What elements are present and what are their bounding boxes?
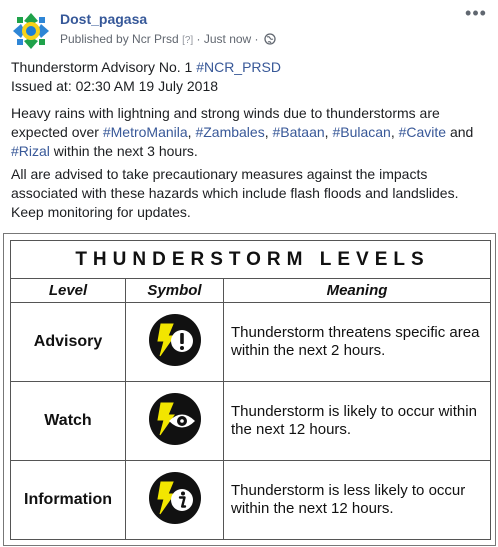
public-globe-icon — [264, 33, 276, 48]
post-line-1 — [11, 58, 489, 77]
header-symbol: Symbol — [126, 279, 224, 303]
p2-comma: , — [264, 124, 273, 140]
page-avatar[interactable] — [11, 11, 51, 51]
advisory-title: Thunderstorm Advisory No. 1 — [11, 59, 197, 75]
post-line-2: Issued at: 02:30 AM 19 July 2018 — [11, 78, 219, 94]
lightning-eye-icon — [147, 391, 203, 447]
hashtag-metromanila[interactable]: #MetroManila — [102, 124, 188, 140]
hashtag-ncr-prsd[interactable]: #NCR_PRSD — [196, 59, 281, 75]
level-meaning: Thunderstorm is likely to occur within the next 12 hours. — [224, 382, 491, 461]
help-marker[interactable]: [?] — [182, 35, 194, 46]
p2-text-end: within the next 3 hours. — [49, 143, 198, 159]
meta-separator: · — [193, 32, 204, 46]
symbol-cell — [126, 303, 224, 382]
hashtag-cavite[interactable]: #Cavite — [398, 124, 447, 140]
p2-and: and — [446, 124, 474, 140]
level-name: Watch — [11, 382, 126, 461]
level-row-information — [11, 461, 491, 540]
post-paragraph-3: All are advised to take precautionary measures against the impacts associated with these hazards which include flash floods and landslides. Keep monitoring for updates. — [11, 166, 459, 220]
published-by: Published by Ncr Prsd — [60, 32, 179, 46]
lightning-info-icon — [147, 470, 203, 526]
level-name: Advisory — [11, 303, 126, 382]
symbol-cell — [126, 382, 224, 461]
level-meaning: Thunderstorm threatens specific area within the next 2 hours. — [224, 303, 491, 382]
pagasa-logo-icon — [11, 11, 51, 51]
level-meaning: Thunderstorm is less likely to occur within the next 12 hours. — [224, 461, 491, 540]
hashtag-bulacan[interactable]: #Bulacan — [332, 124, 391, 140]
symbol-cell — [126, 461, 224, 540]
post-meta — [60, 32, 276, 48]
post-time[interactable]: Just now — [203, 32, 252, 46]
more-options-button[interactable]: ••• — [465, 3, 487, 23]
thunderstorm-levels-image[interactable] — [3, 233, 496, 546]
level-row-advisory — [11, 303, 491, 382]
levels-table — [10, 240, 491, 540]
hashtag-zambales[interactable]: #Zambales — [195, 124, 265, 140]
post-header — [0, 0, 498, 54]
levels-title: THUNDERSTORM LEVELS — [11, 241, 491, 279]
p2-text: Heavy rains with lightning and strong winds due to thunderstorms are expected over — [11, 105, 440, 140]
level-row-watch — [11, 382, 491, 461]
meta-separator-2: · — [251, 32, 262, 46]
level-name: Information — [11, 461, 126, 540]
page-name-link[interactable]: Dost_pagasa — [60, 11, 148, 27]
hashtag-bataan[interactable]: #Bataan — [272, 124, 325, 140]
p2-comma: , — [390, 124, 399, 140]
post-paragraph-2 — [11, 104, 489, 161]
lightning-exclamation-icon — [147, 312, 203, 368]
header-level: Level — [11, 279, 126, 303]
header-meaning: Meaning — [224, 279, 491, 303]
p2-comma: , — [187, 124, 196, 140]
hashtag-rizal[interactable]: #Rizal — [11, 143, 50, 159]
p2-comma: , — [324, 124, 333, 140]
